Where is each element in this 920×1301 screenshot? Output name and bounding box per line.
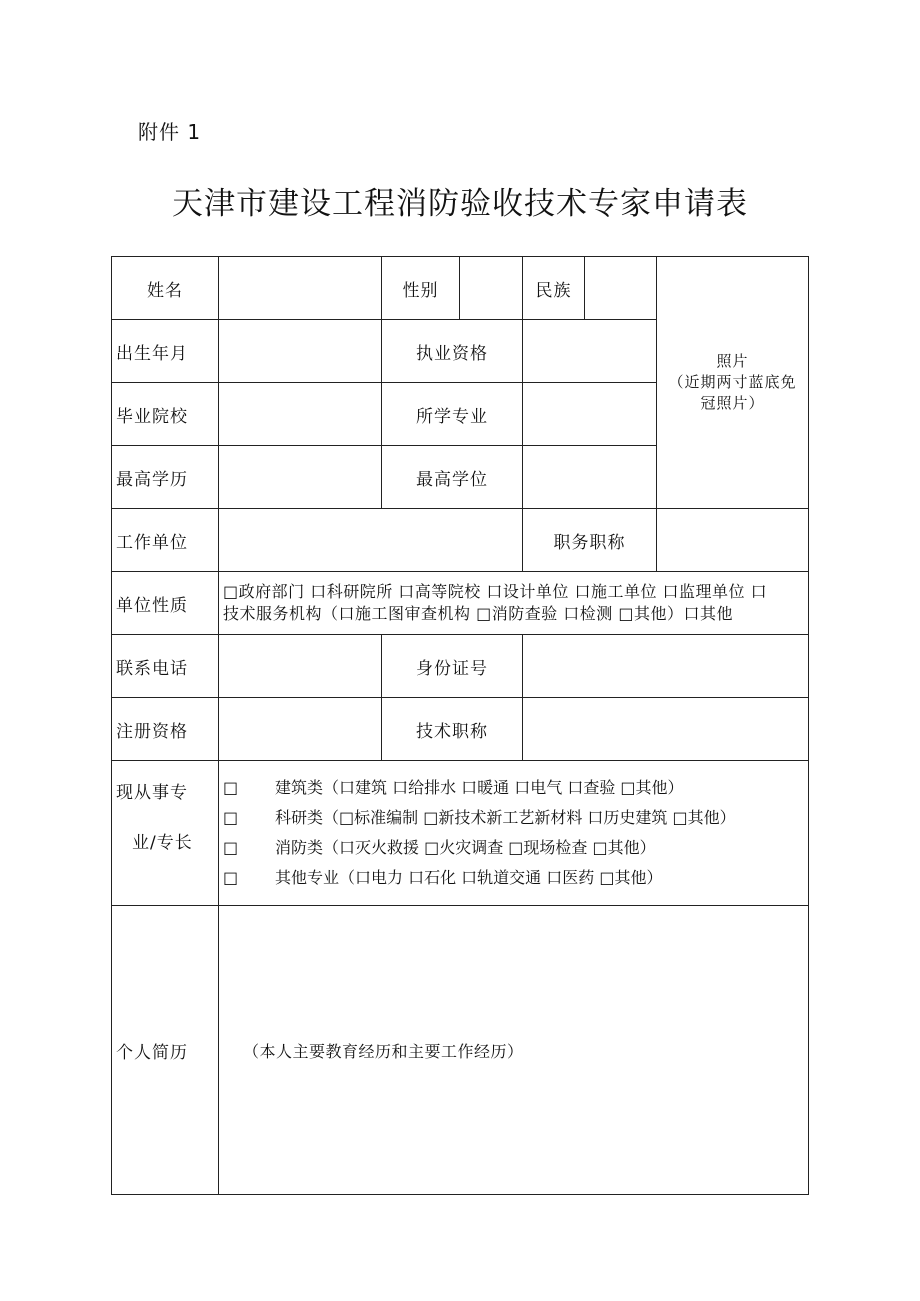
position-field[interactable] <box>657 509 809 572</box>
form-title: 天津市建设工程消防验收技术专家申请表 <box>172 186 748 222</box>
degree-label: 最高学位 <box>382 446 523 509</box>
form-row-phone <box>112 635 809 698</box>
major-label: 所学专业 <box>382 383 523 446</box>
resume-label: 个人简历 <box>112 906 219 1195</box>
registration-field[interactable] <box>219 698 382 761</box>
checkbox[interactable]: □ <box>223 868 239 887</box>
phone-field[interactable] <box>219 635 382 698</box>
name-field[interactable] <box>219 257 382 320</box>
checkbox[interactable]: □ <box>223 808 239 827</box>
qualification-field[interactable] <box>523 320 657 383</box>
unit-type-label: 单位性质 <box>112 572 219 635</box>
unit-type-line-2: 技术服务机构（口施工图审查机构 □消防查验 口检测 □其他）口其他 <box>223 604 733 623</box>
degree-field[interactable] <box>523 446 657 509</box>
form-row-resume <box>112 906 809 1195</box>
checkbox[interactable]: □ <box>223 838 239 857</box>
id-label: 身份证号 <box>382 635 523 698</box>
major-field[interactable] <box>523 383 657 446</box>
specialty-option-text: 建筑类（口建筑 口给排水 口暖通 口电气 口查验 □其他） <box>275 778 684 797</box>
specialty-option-text: 科研类（□标准编制 □新技术新工艺新材料 口历史建筑 □其他） <box>275 808 736 827</box>
workplace-field[interactable] <box>219 509 523 572</box>
gender-field[interactable] <box>460 257 523 320</box>
specialty-option-text: 消防类（口灭火救援 □火灾调查 □现场检查 □其他） <box>275 838 656 857</box>
specialty-label <box>112 761 219 906</box>
photo-hint-line2: 冠照片） <box>700 394 765 412</box>
specialty-option-text: 其他专业（口电力 口石化 口轨道交通 口医药 □其他） <box>275 868 663 887</box>
form-row-unit-type <box>112 572 809 635</box>
ethnicity-field[interactable] <box>585 257 657 320</box>
birth-field[interactable] <box>219 320 382 383</box>
attachment-label: 附件 1 <box>138 120 202 144</box>
id-field[interactable] <box>523 635 809 698</box>
photo-label: 照片 <box>716 352 749 370</box>
specialty-label-line1: 现从事专 <box>116 783 188 803</box>
school-label: 毕业院校 <box>112 383 219 446</box>
photo-hint-line1: （近期两寸蓝底免 <box>668 373 797 391</box>
checkbox[interactable]: □ <box>223 778 239 797</box>
resume-note: （本人主要教育经历和主要工作经历） <box>243 1041 524 1061</box>
ethnicity-label: 民族 <box>523 257 585 320</box>
tech-title-label: 技术职称 <box>382 698 523 761</box>
tech-title-field[interactable] <box>523 698 809 761</box>
specialty-options <box>219 761 809 906</box>
photo-placeholder[interactable] <box>657 257 809 509</box>
resume-field[interactable] <box>219 906 809 1195</box>
name-label: 姓名 <box>112 257 219 320</box>
application-form-table <box>111 256 809 1195</box>
birth-label: 出生年月 <box>112 320 219 383</box>
form-row-workplace <box>112 509 809 572</box>
form-row-specialty <box>112 761 809 906</box>
qualification-label: 执业资格 <box>382 320 523 383</box>
registration-label: 注册资格 <box>112 698 219 761</box>
specialty-option-building[interactable] <box>223 773 808 803</box>
unit-type-line-1: □政府部门 口科研院所 口高等院校 口设计单位 口施工单位 口监理单位 口 <box>223 582 768 601</box>
school-field[interactable] <box>219 383 382 446</box>
form-row-registration <box>112 698 809 761</box>
specialty-option-other[interactable] <box>223 863 808 893</box>
unit-type-options[interactable] <box>219 572 809 635</box>
workplace-label: 工作单位 <box>112 509 219 572</box>
specialty-option-research[interactable] <box>223 803 808 833</box>
phone-label: 联系电话 <box>112 635 219 698</box>
education-label: 最高学历 <box>112 446 219 509</box>
position-label: 职务职称 <box>523 509 657 572</box>
gender-label: 性别 <box>382 257 460 320</box>
education-field[interactable] <box>219 446 382 509</box>
specialty-option-fire[interactable] <box>223 833 808 863</box>
form-row-name <box>112 257 809 320</box>
specialty-label-line2: 业/专长 <box>132 833 193 853</box>
